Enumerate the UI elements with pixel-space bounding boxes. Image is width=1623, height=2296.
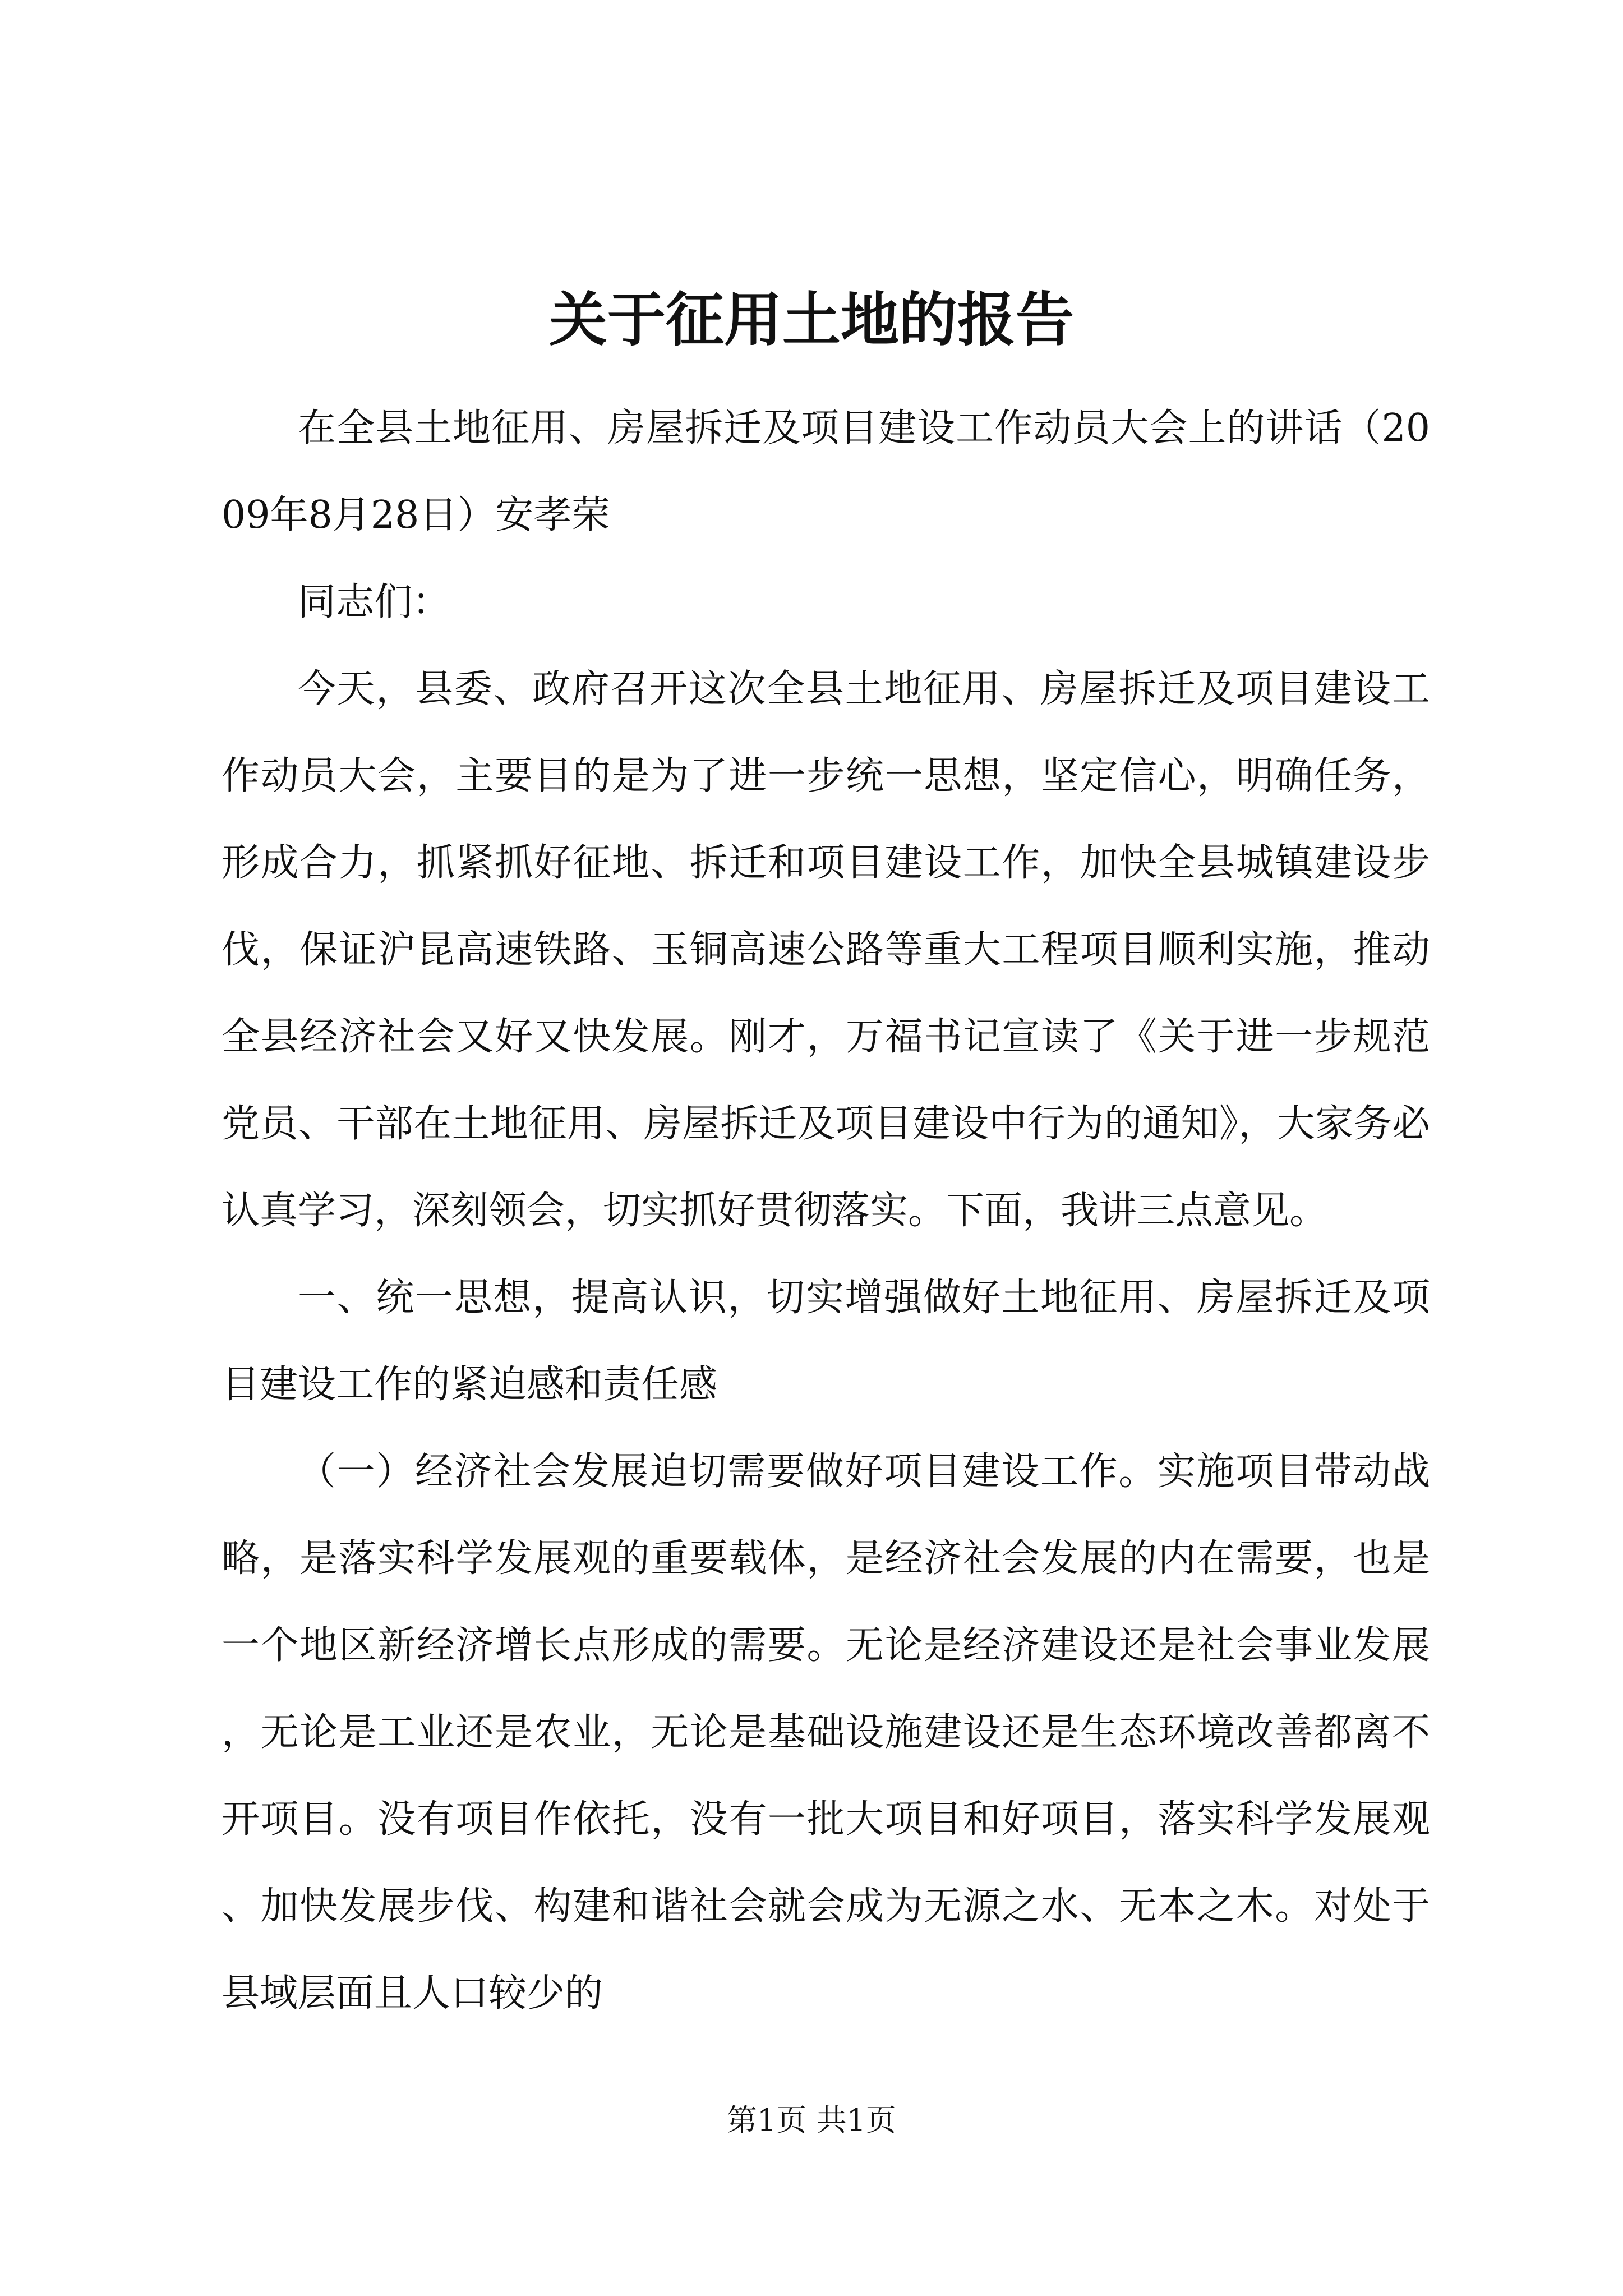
salutation-paragraph: 同志们： [298, 580, 451, 624]
document-title: 关于征用土地的报告 [548, 285, 1074, 354]
document-body [222, 385, 1430, 2037]
body-paragraph: （一）经济社会发展迫切需要做好项目建设工作。实施项目带动战略，是落实科学发展观的重要载体，是经济社会发展的内在需要，也是一个地区新经济增长点形成的需要。无论是经济建设还是社会事业发展，无论是工业还是农业，无论是基础设施建设还是生态环境改善都离不开项目。没有项目作依托，没有一批大项目和好项目，落实科学发展观、加快发展步伐、构建和谐社会就会成为无源之水、无本之木。对处于县域层面且人口较少的 [222, 1450, 1430, 2016]
page-footer: 第1页 共1页 [727, 2102, 896, 2138]
body-paragraph: 今天，县委、政府召开这次全县土地征用、房屋拆迁及项目建设工作动员大会，主要目的是为了进一步统一思想，坚定信心，明确任务，形成合力，抓紧抓好征地、拆迁和项目建设工作，加快全县城镇建设步伐，保证沪昆高速铁路、玉铜高速公路等重大工程项目顺利实施，推动全县经济社会又好又快发展。刚才，万福书记宣读了《关于进一步规范党员、干部在土地征用、房屋拆迁及项目建设中行为的通知》，大家务必认真学习，深刻领会，切实抓好贯彻落实。下面，我讲三点意见。 [222, 667, 1430, 1233]
section-heading-paragraph: 一、统一思想，提高认识，切实增强做好土地征用、房屋拆迁及项目建设工作的紧迫感和责任感 [222, 1276, 1430, 1407]
speech-subtitle-paragraph: 在全县土地征用、房屋拆迁及项目建设工作动员大会上的讲话（2009年8月28日）安孝荣 [222, 406, 1430, 537]
